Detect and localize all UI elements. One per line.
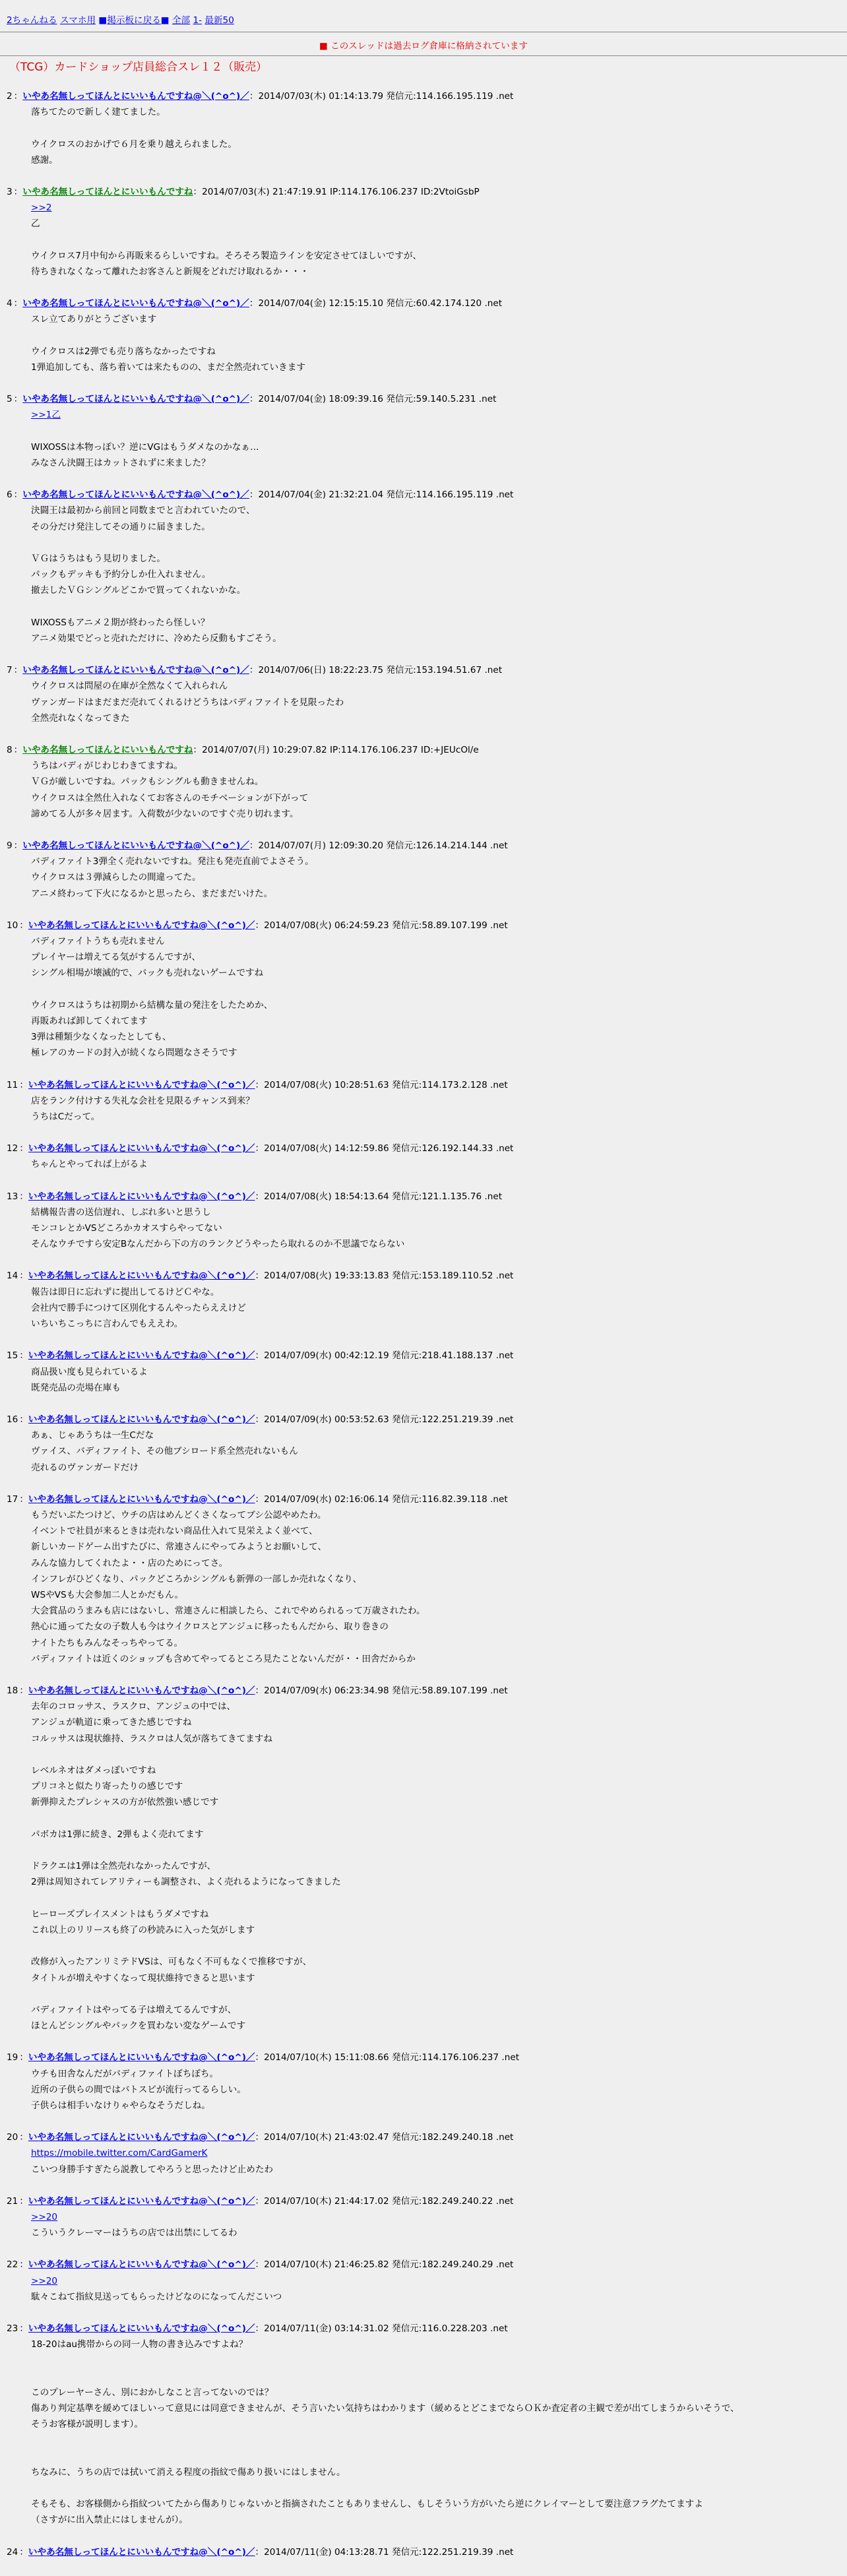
- post-header: 5 ：いやあ名無しってほんとにいいもんですね@＼(^o^)／：2014/07/04(金) 18:09:39.16 発信元:59.140.5.231 .net: [7, 394, 497, 405]
- reply-anchor-link[interactable]: >>1乙: [31, 410, 61, 421]
- reply-anchor-link[interactable]: >>20: [31, 2211, 58, 2222]
- post-line: イベントで社員が来るときは売れない商品仕入れて見栄えよく並べて、: [31, 1526, 318, 1537]
- post-body: [31, 1284, 840, 1333]
- post-line: WSやVSも大会参加二人とかだもん。: [31, 1589, 184, 1600]
- post-line: みなさん決闘王はカットされずに来ました？: [31, 458, 210, 468]
- post-number: 8: [7, 745, 13, 756]
- post-number: 24: [7, 2546, 18, 2558]
- title-divider: [0, 55, 847, 56]
- post-line: みんな協力してくれたよ・・店のためにってさ。: [31, 1557, 228, 1569]
- post-body: [31, 758, 840, 822]
- post-line: プリコネと似たり寄ったりの感じです: [31, 1781, 183, 1792]
- post-line: 店をランク付けする失礼な会社を見限るチャンス到来？: [31, 1095, 255, 1106]
- post-header: 22 ：いやあ名無しってほんとにいいもんですね@＼(^o^)／：2014/07/10(木) 21:46:25.82 発信元:182.249.240.29 .net: [7, 2259, 514, 2271]
- post-line: ドラクエは1弾は全然売れなかったんですが、: [31, 1861, 216, 1872]
- post-line: ウイクロスのおかげで６月を乗り越えられました。: [31, 139, 237, 150]
- post-line: ウイクロスは2弾でも売り落ちなかったですね: [31, 346, 216, 357]
- post-number: 13: [7, 1191, 18, 1202]
- post-line: タイトルが増えやすくなって現状維持できると思います: [31, 1972, 255, 1984]
- post: [7, 1492, 840, 1667]
- post-line: アンジュが軌道に乗ってきた感じですね: [31, 1717, 192, 1728]
- board-marker: ■: [98, 15, 108, 26]
- archived-notice: ■ このスレッドは過去ログ倉庫に格納されています: [319, 41, 528, 51]
- post-line: ＶＧはうちはもう見切りました。: [31, 553, 166, 564]
- post-meta: ：2014/07/09(水) 00:42:12.19 発信元:218.41.188.137 .net: [255, 1350, 514, 1362]
- post-number: 7: [7, 665, 13, 676]
- post-line: 近所の子供らの間ではバトスピが流行ってるらしい。: [31, 2084, 246, 2095]
- poster-name-link[interactable]: いやあ名無しってほんとにいいもんですね@＼(^o^)／: [22, 665, 249, 676]
- post: [7, 2257, 840, 2305]
- blank-line: [31, 232, 840, 248]
- post-line: ウイクロス7月中旬から再販来るらしいですね。そろそろ製造ラインを安定させてほしいですが、: [31, 250, 422, 261]
- post-line: ナイトたちもみんなそっちやってる。: [31, 1637, 183, 1649]
- post-number: 17: [7, 1493, 18, 1505]
- post: [7, 2129, 840, 2178]
- post-line: ウチも田舎なんだがバディファイトぼちぼち。: [31, 2068, 219, 2079]
- post-line: ヴァンガードはまだまだ売れてくれるけどうちはバディファイトを見限ったわ: [31, 697, 344, 708]
- post-line: 2弾は周知されてレアリティーも調整され、よく売れるようになってきました: [31, 1877, 341, 1888]
- post-line: [31, 2145, 840, 2161]
- post: [7, 296, 840, 375]
- post-header: 24 ：いやあ名無しってほんとにいいもんですね@＼(^o^)／：2014/07/11(金) 04:13:28.71 発信元:122.251.219.39 .net: [7, 2546, 514, 2558]
- post-line: うちはバディがじわじわきてますね。: [31, 761, 183, 772]
- reply-anchor-link[interactable]: >>2: [31, 203, 52, 214]
- poster-name-link[interactable]: いやあ名無しってほんとにいいもんですね@＼(^o^)／: [28, 1493, 255, 1505]
- post-body: [31, 1507, 840, 1667]
- post: [7, 88, 840, 168]
- post-number: 12: [7, 1143, 18, 1154]
- post-meta: ：2014/07/04(金) 21:32:21.04 発信元:114.166.195.119 .net: [249, 489, 514, 501]
- poster-name-link[interactable]: いやあ名無しってほんとにいいもんですね@＼(^o^)／: [22, 298, 249, 309]
- post-body: [31, 1156, 840, 1172]
- post-line: 結構報告書の送信遅れ、しぶれ多いと思うし: [31, 1207, 211, 1218]
- post-number: 6: [7, 489, 13, 501]
- post-body: [31, 1428, 840, 1476]
- post-line: 既発売品の売場在庫も: [31, 1382, 121, 1393]
- post-body: [31, 1205, 840, 1253]
- post-line: バディファイト3弾全く売れないですね。発注も発売直前でよさそう。: [31, 856, 314, 867]
- post-line: 駄々こねて指紋見送ってもらったけどなのになってんだこいつ: [31, 2291, 282, 2302]
- board-link[interactable]: 掲示板に戻る: [107, 15, 161, 26]
- post-line: そうお客様が説明します）。: [31, 2419, 143, 2430]
- post-line: [31, 407, 840, 423]
- post-line: もうだいぶたつけど、ウチの店はめんどくさくなってブシ公認やめたわ。: [31, 1509, 327, 1521]
- post-line: （さすがに出入禁止にはしませんが）。: [31, 2515, 188, 2526]
- post-line: 去年のコロッサス、ラスクロ、アンジュの中では、: [31, 1701, 236, 1712]
- blank-line: [31, 1811, 840, 1827]
- all-posts-link[interactable]: 全部: [172, 15, 191, 26]
- post-number: 23: [7, 2323, 18, 2334]
- post-line: ウイクロスは問屋の在庫が全然なくて入れられん: [31, 681, 228, 692]
- post-line: アニメ効果でどっと売れただけに、冷めたら反動もすごそう。: [31, 633, 282, 644]
- post-line: 乙: [31, 218, 40, 230]
- post-number: 15: [7, 1350, 18, 1362]
- post-header: 8 ：いやあ名無しってほんとにいいもんですね：2014/07/07(月) 10:29:07.82 IP:114.176.106.237 ID:+JEUcOl/e: [7, 745, 479, 756]
- post-header: 9 ：いやあ名無しってほんとにいいもんですね@＼(^o^)／：2014/07/07(月) 12:09:30.20 発信元:126.14.214.144 .net: [7, 840, 508, 852]
- post-line: このプレーヤーさん、別におかしなこと言ってないのでは？: [31, 2387, 274, 2398]
- post-meta: ：2014/07/08(火) 10:28:51.63 発信元:114.173.2.128 .net: [255, 1079, 508, 1090]
- post-header: 17 ：いやあ名無しってほんとにいいもんですね@＼(^o^)／：2014/07/09(水) 02:16:06.14 発信元:116.82.39.118 .net: [7, 1493, 508, 1505]
- post-line: 感謝。: [31, 154, 58, 166]
- poster-name: [22, 840, 249, 851]
- poster-name-link[interactable]: いやあ名無しってほんとにいいもんですね@＼(^o^)／: [28, 1079, 255, 1090]
- poster-name: [28, 1080, 255, 1090]
- post-number: 3: [7, 187, 13, 197]
- poster-name-link[interactable]: いやあ名無しってほんとにいいもんですね@＼(^o^)／: [28, 1271, 255, 1282]
- post-header: 7 ：いやあ名無しってほんとにいいもんですね@＼(^o^)／：2014/07/06(日) 18:22:23.75 発信元:153.194.51.67 .net: [7, 665, 503, 676]
- post-line: アニメ終わって下火になるかと思ったら、まだまだいけた。: [31, 888, 273, 899]
- post-line: ウイクロスはうちは初期から結構な量の発注をしたためか、: [31, 999, 273, 1011]
- post-line: うちはCだって。: [31, 1112, 100, 1123]
- poster-name: [28, 1685, 255, 1696]
- post-header: 16 ：いやあ名無しってほんとにいいもんですね@＼(^o^)／：2014/07/09(水) 00:53:52.63 発信元:122.251.219.39 .net: [7, 1414, 514, 1425]
- post-line: パボカは1弾に続き、2弾もよく売れてます: [31, 1829, 204, 1840]
- post-list: [7, 88, 840, 2576]
- post-line: その分だけ発注してその通りに届きました。: [31, 521, 210, 532]
- poster-name: [28, 2547, 255, 2558]
- blank-line: [31, 1986, 840, 2002]
- post-number: 11: [7, 1079, 18, 1090]
- post-line: 子供らは相手いなけりゃやらなそうだしね。: [31, 2100, 210, 2111]
- post-number: 18: [7, 1685, 18, 1696]
- post-line: ヴァイス、バディファイト、その他ブシロード系全然売れないもん: [31, 1446, 298, 1457]
- post-number: 21: [7, 2195, 18, 2207]
- post: [7, 1683, 840, 2034]
- post-header: 20 ：いやあ名無しってほんとにいいもんですね@＼(^o^)／：2014/07/10(木) 21:43:02.47 発信元:182.249.240.18 .net: [7, 2132, 514, 2143]
- post-line: 売れるのヴァンガードだけ: [31, 1462, 139, 1473]
- poster-name-link[interactable]: いやあ名無しってほんとにいいもんですね@＼(^o^)／: [28, 1350, 255, 1362]
- post-body: [31, 933, 840, 1061]
- post-meta: ：2014/07/07(月) 12:09:30.20 発信元:126.14.214.144 .net: [249, 840, 508, 852]
- post-line: WIXOSSもアニメ２期が終わったら怪しい？: [31, 617, 210, 628]
- post-meta: ：2014/07/03(木) 21:47:19.91 IP:114.176.106.237 ID:2VtoiGsbP: [193, 187, 480, 197]
- poster-name: [28, 1143, 255, 1154]
- post-line: 1弾追加しても、落ち着いては来たものの、まだ全然売れていきます: [31, 362, 305, 373]
- blank-line: [31, 2369, 840, 2385]
- post-header: 12 ：いやあ名無しってほんとにいいもんですね@＼(^o^)／：2014/07/08(火) 14:12:59.86 発信元:126.192.144.33 .net: [7, 1143, 514, 1154]
- poster-name: [28, 2259, 255, 2270]
- blank-line: [31, 1891, 840, 1906]
- post-line: [31, 200, 840, 216]
- poster-name: [28, 920, 255, 931]
- post-number: 22: [7, 2259, 18, 2271]
- blank-line: [31, 1747, 840, 1763]
- post-line: 全然売れなくなってきた: [31, 712, 130, 724]
- post-line: 待ちきれなくなって離れたお客さんと新規をどれだけ取れるか・・・: [31, 267, 309, 277]
- post-line: 会社内で勝手につけて区別化するんやったらええけど: [31, 1302, 246, 1313]
- post-body: [31, 2273, 840, 2305]
- post-meta: ：2014/07/03(木) 01:14:13.79 発信元:114.166.195.119 .net: [249, 91, 514, 102]
- post-meta: ：2014/07/10(木) 21:43:02.47 発信元:182.249.240.18 .net: [255, 2132, 514, 2143]
- post-number: 4: [7, 298, 13, 309]
- post-header: 6 ：いやあ名無しってほんとにいいもんですね@＼(^o^)／：2014/07/04(金) 21:32:21.04 発信元:114.166.195.119 .net: [7, 489, 514, 501]
- post-body: [31, 1699, 840, 2034]
- post-line: 撤去したＶＧシングルどこかで買ってくれないかな。: [31, 585, 246, 596]
- post-body: [31, 854, 840, 902]
- post-meta: ：2014/07/11(金) 03:14:31.02 発信元:116.0.228.203 .net: [255, 2323, 508, 2334]
- post-line: こういうクレーマーはうちの店では出禁にしてるわ: [31, 2228, 237, 2239]
- post-line: バディファイトうちも売れません: [31, 936, 165, 947]
- poster-name: [22, 665, 249, 675]
- post: [7, 2193, 840, 2242]
- post-line: 新弾抑えたプレシャスの方が依然強い感じです: [31, 1797, 219, 1808]
- post-body: [31, 311, 840, 375]
- blank-line: [31, 982, 840, 997]
- post: [7, 2050, 840, 2114]
- post-body: [31, 1364, 840, 1396]
- post-line: 極レアのカードの封入が続くなら問題なさそうです: [31, 1048, 237, 1059]
- post-meta: ：2014/07/09(水) 02:16:06.14 発信元:116.82.39.118 .net: [255, 1493, 508, 1505]
- post-header: 14 ：いやあ名無しってほんとにいいもんですね@＼(^o^)／：2014/07/08(火) 19:33:13.83 発信元:153.189.110.52 .net: [7, 1271, 514, 1282]
- post: [7, 918, 840, 1061]
- post-line: レベルネオはダメっぽいですね: [31, 1765, 156, 1776]
- all-marker: ■: [160, 15, 170, 26]
- post-line: いちいちこっちに言わんでもええわ。: [31, 1319, 183, 1330]
- post-header: 23 ：いやあ名無しってほんとにいいもんですね@＼(^o^)／：2014/07/11(金) 03:14:31.02 発信元:116.0.228.203 .net: [7, 2323, 508, 2334]
- post-line: プレイヤーは増えてる気がするんですが、: [31, 952, 201, 963]
- blank-line: [31, 2352, 840, 2368]
- post-line: シングル相場が壊滅的で、パックも売れないゲームですね: [31, 968, 264, 979]
- post-header: 3 ：いやあ名無しってほんとにいいもんですね：2014/07/03(木) 21:47:19.91 IP:114.176.106.237 ID:2VtoiGsbP: [7, 187, 480, 197]
- post-body: [31, 503, 840, 646]
- post-number: 10: [7, 920, 18, 931]
- post-header: 11 ：いやあ名無しってほんとにいいもんですね@＼(^o^)／：2014/07/08(火) 10:28:51.63 発信元:114.173.2.128 .net: [7, 1079, 508, 1090]
- top-navigation: [7, 13, 234, 28]
- blank-line: [31, 1842, 840, 1858]
- post-header: 4 ：いやあ名無しってほんとにいいもんですね@＼(^o^)／：2014/07/04(金) 12:15:15.10 発信元:60.42.174.120 .net: [7, 298, 503, 309]
- reply-anchor-link[interactable]: >>20: [31, 2275, 58, 2286]
- range-link[interactable]: 1-: [193, 15, 203, 26]
- post-line: 決闘王は最初から前回と同数までと言われていたので、: [31, 505, 255, 517]
- post-line: そもそも、お客様側から指紋ついてたから傷ありじゃないかと指摘されたこともありませんし、もしそういう方がいたら逆にクレイマーとして要注意フラグたてますよ: [31, 2499, 703, 2510]
- post-meta: ：2014/07/09(水) 06:23:34.98 発信元:58.89.107.199 .net: [255, 1685, 508, 1696]
- thread-title: （TCG）カードショップ店員総合スレ１２（販売）: [9, 61, 268, 74]
- post-line: インフレがひどくなり、パックどころかシングルも新弾の一部しか売れなくなり、: [31, 1573, 362, 1585]
- poster-name-link[interactable]: いやあ名無しってほんとにいいもんですね@＼(^o^)／: [22, 91, 249, 102]
- post: [7, 742, 840, 822]
- blank-line: [31, 424, 840, 439]
- poster-name: [22, 187, 193, 197]
- mobile-link[interactable]: スマホ用: [59, 15, 96, 26]
- post-number: 16: [7, 1414, 18, 1425]
- poster-name-link[interactable]: いやあ名無しってほんとにいいもんですね@＼(^o^)／: [28, 1191, 255, 1202]
- poster-name: [28, 2052, 255, 2063]
- poster-name-link[interactable]: いやあ名無しってほんとにいいもんですね@＼(^o^)／: [28, 1143, 255, 1154]
- post-line: 諦めてる人が多々居ます。入荷数が少ないのですぐ売り切れます。: [31, 808, 299, 819]
- blank-line: [31, 535, 840, 551]
- poster-name: [28, 2196, 255, 2207]
- post-line: WIXOSSは本物っぽい？逆にVGはもうダメなのかなぁ…: [31, 441, 259, 453]
- blank-line: [31, 1938, 840, 1954]
- blank-line: [31, 599, 840, 615]
- poster-name-link[interactable]: いやあ名無しってほんとにいいもんですね@＼(^o^)／: [28, 1414, 255, 1425]
- post-body: [31, 2066, 840, 2114]
- poster-name: [28, 1271, 255, 1281]
- post-number: 20: [7, 2132, 18, 2143]
- post-meta: ：2014/07/10(木) 21:44:17.02 発信元:182.249.240.22 .net: [255, 2195, 514, 2207]
- post-line: ウイクロスは３弾減らしたの間違ってた。: [31, 872, 201, 883]
- poster-name-link[interactable]: いやあ名無しってほんとにいいもんですね@＼(^o^)／: [28, 2195, 255, 2207]
- post: [7, 1348, 840, 1396]
- post-line: ほとんどシングルやパックを買わない変なゲームです: [31, 2021, 246, 2032]
- post-line: 改修が入ったアンリミテドVSは、可もなく不可もなくで推移ですが、: [31, 1957, 312, 1968]
- home-link[interactable]: 2ちゃんねる: [7, 15, 57, 26]
- poster-name: [28, 1350, 255, 1361]
- post-meta: ：2014/07/10(木) 21:46:25.82 発信元:182.249.240.29 .net: [255, 2259, 514, 2271]
- post-line: バディファイトは近くのショップも含めてやってるところ見たことないんだが・・田舎だからか: [31, 1653, 416, 1664]
- poster-name-link[interactable]: いやあ名無しってほんとにいいもんですね@＼(^o^)／: [28, 920, 255, 931]
- post-meta: ：2014/07/08(火) 06:24:59.23 発信元:58.89.107.199 .net: [255, 920, 508, 931]
- post: [7, 391, 840, 471]
- post-line: モンコレとかVSどころかカオスすらやってない: [31, 1223, 222, 1234]
- post-line: 新しいカードゲーム出すたびに、常連さんにやってみようとお願いして、: [31, 1542, 327, 1553]
- post: [7, 1189, 840, 1253]
- post-meta: ：2014/07/06(日) 18:22:23.75 発信元:153.194.51.67 .net: [249, 665, 503, 676]
- poster-name-link[interactable]: いやあ名無しってほんとにいいもんですね@＼(^o^)／: [28, 2323, 255, 2334]
- post-line: これ以上のリリースも終了の秒読みに入った気がします: [31, 1924, 255, 1935]
- poster-name-link[interactable]: いやあ名無しってほんとにいいもんですね@＼(^o^)／: [22, 394, 249, 405]
- post-line: こいつ身勝手すぎたら説教してやろうと思ったけど止めたわ: [31, 2164, 274, 2175]
- post-meta: ：2014/07/11(金) 04:13:28.71 発信元:122.251.219.39 .net: [255, 2546, 514, 2558]
- blank-line: [31, 120, 840, 136]
- blank-line: [31, 2432, 840, 2448]
- poster-name: [22, 394, 249, 404]
- post-header: 2 ：いやあ名無しってほんとにいいもんですね@＼(^o^)／：2014/07/03(木) 01:14:13.79 発信元:114.166.195.119 .net: [7, 91, 514, 102]
- post: [7, 838, 840, 902]
- blank-line: [31, 2449, 840, 2465]
- post-line: ちゃんとやってれば上がるよ: [31, 1159, 148, 1170]
- post-header: 21 ：いやあ名無しってほんとにいいもんですね@＼(^o^)／：2014/07/10(木) 21:44:17.02 発信元:182.249.240.22 .net: [7, 2195, 514, 2207]
- post: [7, 1141, 840, 1172]
- post-meta: ：2014/07/08(火) 14:12:59.86 発信元:126.192.144.33 .net: [255, 1143, 514, 1154]
- post-line: ヒーローズプレイスメントはもうダメですね: [31, 1908, 209, 1920]
- post-line: ちなみに、うちの店では拭いて消える程度の指紋で傷あり扱いにはしません。: [31, 2466, 346, 2478]
- post-line: そんなウチですら安定Bなんだから下の方のランクどうやったら取れるのか不思議でならない: [31, 1239, 405, 1250]
- post-line: ウイクロスは全然仕入れなくてお客さんのモチベーションが下がって: [31, 792, 309, 803]
- blank-line: [31, 328, 840, 344]
- post-meta: ：2014/07/09(水) 00:53:52.63 発信元:122.251.219.39 .net: [255, 1414, 514, 1425]
- post-number: 14: [7, 1271, 18, 1282]
- post-body: [31, 104, 840, 168]
- post-number: 19: [7, 2052, 18, 2063]
- post-body: [31, 2209, 840, 2241]
- post-meta: ：2014/07/04(金) 18:09:39.16 発信元:59.140.5.231 .net: [249, 394, 497, 405]
- post-line: [31, 2209, 840, 2225]
- post: [7, 487, 840, 646]
- poster-name-link[interactable]: いやあ名無しってほんとにいいもんですね@＼(^o^)／: [28, 2546, 255, 2558]
- post-line: [31, 2273, 840, 2289]
- poster-name: [28, 1191, 255, 1202]
- post-meta: ：2014/07/07(月) 10:29:07.82 IP:114.176.106.237 ID:+JEUcOl/e: [193, 745, 479, 756]
- post-line: 再販あれば卸してくれてます: [31, 1016, 148, 1027]
- post-meta: ：2014/07/08(火) 18:54:13.64 発信元:121.1.135.76 .net: [255, 1191, 503, 1202]
- poster-name-link[interactable]: いやあ名無しってほんとにいいもんですね@＼(^o^)／: [28, 2132, 255, 2143]
- poster-name: [28, 1414, 255, 1425]
- poster-name-link[interactable]: いやあ名無しってほんとにいいもんですね@＼(^o^)／: [28, 1685, 255, 1696]
- post-line: スレ立てありがとうございます: [31, 314, 157, 325]
- poster-name-link[interactable]: いやあ名無しってほんとにいいもんですね: [22, 187, 193, 197]
- poster-name: [22, 298, 249, 309]
- post-body: [31, 407, 840, 471]
- post-line: 大会賞品のうまみも店にはないし、常連さんに相談したら、これでやめられるって万歳されたわ。: [31, 1606, 425, 1617]
- post-header: 10 ：いやあ名無しってほんとにいいもんですね@＼(^o^)／：2014/07/08(火) 06:24:59.23 発信元:58.89.107.199 .net: [7, 920, 508, 931]
- post: [7, 1412, 840, 1476]
- url-link[interactable]: https://mobile.twitter.com/CardGamerK: [31, 2148, 208, 2159]
- post-line: パックもデッキも予約分しか仕入れません。: [31, 569, 211, 581]
- poster-name-link[interactable]: いやあ名無しってほんとにいいもんですね@＼(^o^)／: [22, 489, 249, 501]
- blank-line: [31, 2480, 840, 2496]
- poster-name: [22, 745, 193, 755]
- post-body: [31, 200, 840, 280]
- post-body: [31, 1093, 840, 1125]
- poster-name: [22, 489, 249, 500]
- post-line: 3弾は種類少なくなったとしても、: [31, 1032, 172, 1043]
- post-line: 18-20はau携帯からの同一人物の書き込みですよね？: [31, 2339, 248, 2350]
- post: [7, 662, 840, 726]
- post-line: 落ちてたので新しく建てました。: [31, 107, 166, 118]
- post: [7, 2321, 840, 2529]
- post-header: 15 ：いやあ名無しってほんとにいいもんですね@＼(^o^)／：2014/07/09(水) 00:42:12.19 発信元:218.41.188.137 .net: [7, 1350, 514, 1362]
- post: [7, 1268, 840, 1332]
- poster-name-link[interactable]: いやあ名無しってほんとにいいもんですね@＼(^o^)／: [28, 2052, 255, 2063]
- post-meta: ：2014/07/04(金) 12:15:15.10 発信元:60.42.174.120 .net: [249, 298, 503, 309]
- poster-name-link[interactable]: いやあ名無しってほんとにいいもんですね: [22, 745, 193, 756]
- poster-name-link[interactable]: いやあ名無しってほんとにいいもんですね@＼(^o^)／: [22, 840, 249, 852]
- post-meta: ：2014/07/08(火) 19:33:13.83 発信元:153.189.110.52 .net: [255, 1271, 514, 1282]
- post-body: [31, 678, 840, 726]
- post-header: 19 ：いやあ名無しってほんとにいいもんですね@＼(^o^)／：2014/07/10(木) 15:11:08.66 発信元:114.176.106.237 .net: [7, 2052, 520, 2063]
- post-number: 9: [7, 840, 13, 852]
- poster-name: [28, 2323, 255, 2334]
- post-line: 商品扱い度も見られているよ: [31, 1366, 148, 1377]
- post: [7, 2544, 840, 2560]
- post-line: 熱心に通ってた女の子数人も今はウイクロスとアンジュに移ったもんだから、取り巻きの: [31, 1621, 389, 1633]
- poster-name: [22, 91, 249, 102]
- post-line: 傷あり判定基準を緩めてほしいって意見には同意できませんが、そう言いたい気持ちはわかります（緩めるとどこまでならＯＫか査定者の主観で差が出てしまうからいそうで、: [31, 2403, 739, 2414]
- post-line: バディファイトはやってる子は増えてるんですが、: [31, 2004, 237, 2015]
- poster-name: [28, 1494, 255, 1505]
- post: [7, 1077, 840, 1125]
- post-body: [31, 2145, 840, 2177]
- post-body: [31, 2337, 840, 2528]
- post-header: 18 ：いやあ名無しってほんとにいいもんですね@＼(^o^)／：2014/07/09(水) 06:23:34.98 発信元:58.89.107.199 .net: [7, 1685, 508, 1696]
- post: [7, 184, 840, 280]
- latest50-link[interactable]: 最新50: [204, 15, 234, 26]
- post-line: コルッサスは現状維持、ラスクロは人気が落ちてきてますね: [31, 1733, 272, 1744]
- post-header: 13 ：いやあ名無しってほんとにいいもんですね@＼(^o^)／：2014/07/08(火) 18:54:13.64 発信元:121.1.135.76 .net: [7, 1191, 503, 1202]
- poster-name-link[interactable]: いやあ名無しってほんとにいいもんですね@＼(^o^)／: [28, 2259, 255, 2271]
- post-meta: ：2014/07/10(木) 15:11:08.66 発信元:114.176.106.237 .net: [255, 2052, 520, 2063]
- post-number: 5: [7, 394, 13, 405]
- post-number: 2: [7, 91, 13, 102]
- post-line: あぁ、じゃあうちは一生Cだな: [31, 1430, 154, 1441]
- post-line: 報告は即日に忘れずに提出してるけどＣやな。: [31, 1286, 220, 1298]
- poster-name: [28, 2132, 255, 2143]
- post-line: ＶＧが厳しいですね。パックもシングルも動きませんね。: [31, 776, 264, 788]
